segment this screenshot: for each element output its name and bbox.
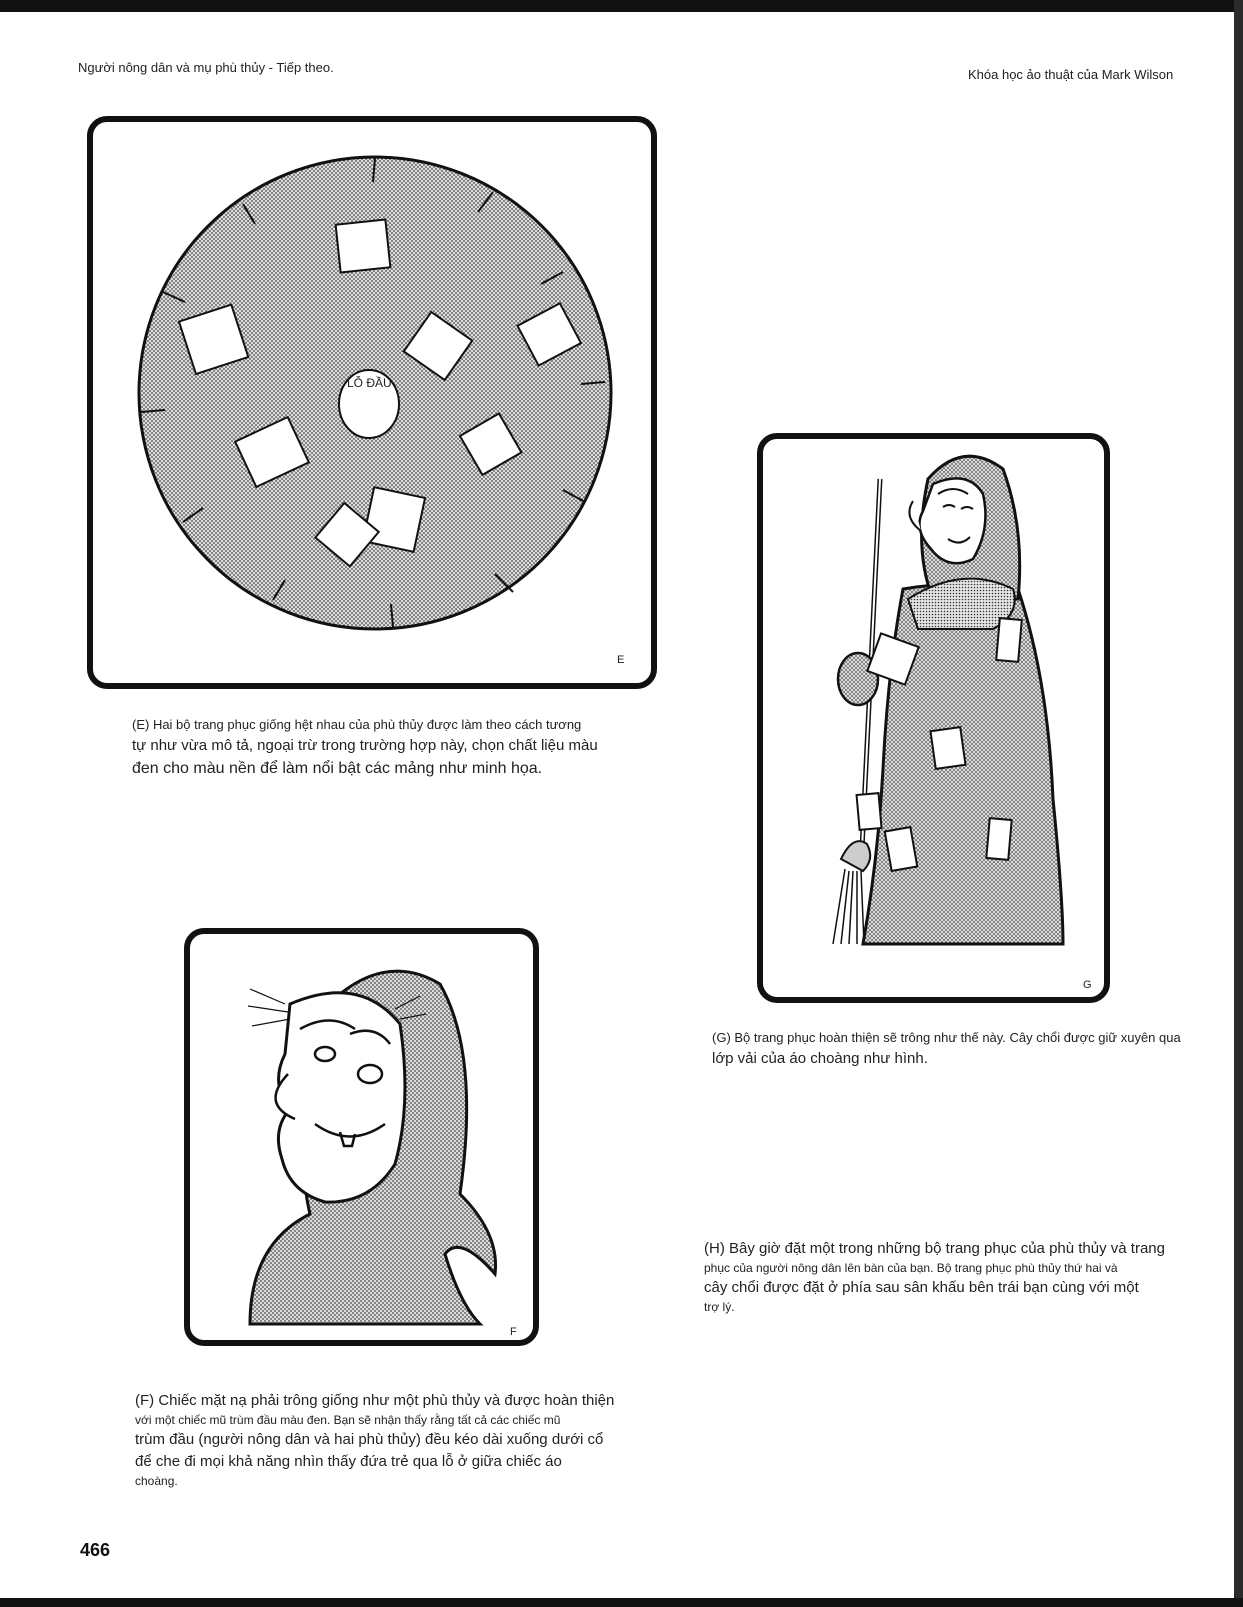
cloak-circle-illustration [93,122,651,683]
caption-h-line-2: phục của người nông dân lên bàn của bạn. Bộ trang phục phù thủy thứ hai và [704,1260,1118,1275]
page-edge-bottom [0,1598,1243,1607]
illustration-panel-e [87,116,657,689]
caption-e-line-1: (E) Hai bộ trang phục giống hệt nhau của phù thủy được làm theo cách tương [132,717,582,732]
caption-f-line-4: để che đi mọi khả năng nhìn thấy đứa trẻ qua lỗ ở giữa chiếc áo [135,1452,562,1470]
caption-e-line-2: tự như vừa mô tả, ngoại trừ trong trường hợp này, chọn chất liệu màu [132,736,598,754]
caption-g-line-1: (G) Bộ trang phục hoàn thiện sẽ trông như thế này. Cây chổi được giữ xuyên qua [712,1030,1181,1045]
caption-h [704,1238,1204,1316]
caption-f-line-2: với một chiếc mũ trùm đầu màu đen. Bạn sẽ nhận thấy rằng tất cả các chiếc mũ [135,1412,561,1427]
panel-letter-g: G [1083,979,1092,991]
caption-e-line-3: đen cho màu nền để làm nổi bật các mảng như minh họa. [132,759,543,777]
caption-f-line-3: trùm đầu (người nông dân và hai phù thủy) đều kéo dài xuống dưới cổ [135,1431,604,1449]
running-header-right: Khóa học ảo thuật của Mark Wilson [968,67,1174,82]
caption-g [712,1029,1202,1070]
witch-costume-illustration [763,439,1104,997]
caption-h-line-4: trợ lý. [704,1299,735,1314]
caption-e [132,716,632,780]
running-header-left: Người nông dân và mụ phù thủy - Tiếp theo. [78,60,334,75]
panel-letter-e: E [617,654,625,666]
caption-g-line-2: lớp vải của áo choàng như hình. [712,1049,928,1067]
caption-f-line-1: (F) Chiếc mặt nạ phải trông giống như một phù thủy và được hoàn thiện [135,1392,615,1409]
caption-f-line-5: choàng. [135,1473,178,1488]
illustration-panel-f [184,928,539,1346]
illustration-panel-g [757,433,1110,1003]
witch-mask-illustration [190,934,533,1340]
page-edge-top [0,0,1243,12]
caption-h-line-3: cây chổi được đặt ở phía sau sân khấu bên trái bạn cùng với một [704,1279,1139,1297]
caption-f [135,1390,635,1490]
page-number: 466 [80,1540,111,1560]
caption-h-line-1: (H) Bây giờ đặt một trong những bộ trang phục của phù thủy và trang [704,1240,1165,1257]
head-hole-label: LỖ ĐẦU [347,376,392,390]
panel-letter-f: F [510,1326,517,1338]
page-edge-right [1234,0,1243,1607]
